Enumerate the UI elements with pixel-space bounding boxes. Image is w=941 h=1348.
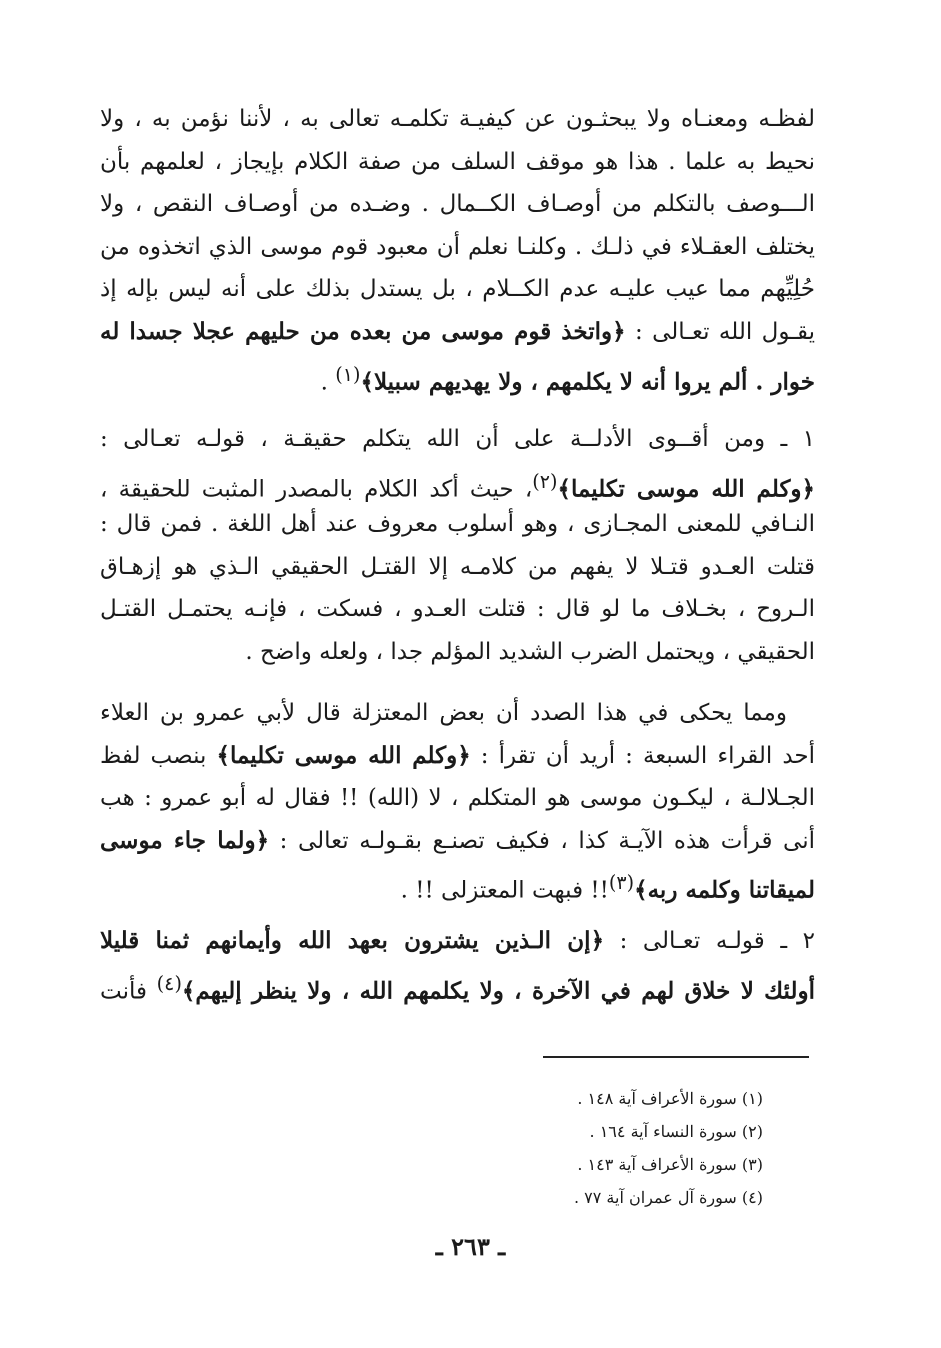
footnote-item: (١) سورة الأعراف آية ١٤٨ .	[577, 1089, 763, 1108]
text-span: يقـول الله تعـالى :	[625, 318, 815, 345]
footnote-item: (٣) سورة الأعراف آية ١٤٣ .	[577, 1155, 763, 1174]
text-line	[100, 820, 815, 863]
footnote-ref: (٣)	[608, 871, 635, 895]
paragraph-2	[100, 418, 815, 674]
text-line: ومما يحكى في هذا الصدد أن بعض المعتزلة قال لأبي عمرو بن العلاء	[100, 700, 787, 726]
text-span: أحد القراء السبعة : أريد أن تقرأ :	[470, 742, 815, 769]
text-span: فأنت	[100, 978, 157, 1005]
text-line: حُلِيِّهم مما عيب عليـه عدم الكــلام ، بل يستدل بذلك على أنه ليس بإله إذ	[100, 276, 815, 303]
footnote-ref: (٤)	[156, 971, 182, 995]
page-number: ـ ٢٦٣ ـ	[435, 1232, 506, 1261]
text-span: ، حيث أكد الكلام بالمصدر المثبت للحقيقة ،	[100, 476, 533, 503]
text-line	[100, 735, 815, 778]
quran-verse: لميقاتنا وكلمه ربه﴾	[634, 877, 815, 905]
text-line: ١ ـ ومن أقــوى الأدلــة على أن الله يتكلم حقيقـة ، قولـه تعـالى :	[100, 426, 815, 452]
text-span: .	[320, 369, 336, 396]
text-line: الجـلالـة ، ليكـون موسى هو المتكلم ، لا (الله) !! فقال له أبو عمرو : هب	[100, 785, 815, 812]
text-line: نحيط به علما . هذا هو موقف السلف من صفة الكلام بإيجاز ، لعلمهم بأن	[100, 148, 815, 175]
quran-verse: ﴿وكلم الله موسى تكليما﴾	[557, 475, 815, 503]
text-span: ٢ ـ قولـه تعـالى :	[604, 928, 815, 954]
footnote-item: (٤) سورة آل عمران آية ٧٧ .	[573, 1188, 763, 1207]
quran-verse: خوار . ألم يروا أنه لا يكلمهم ، ولا يهديهم سبيلا﴾	[360, 368, 815, 396]
text-line: لفظـه ومعنـاه ولا يبحثـون عن كيفيـة تكلمـه تعالى به ، لأننا نؤمن به ، ولا	[100, 106, 815, 132]
text-line: قتلت العـدو قتـلا لا يفهم من كلامـه إلا القتـل الحقيقي الـذي هو إزهـاق	[100, 553, 815, 580]
text-span: أنى قرأت هذه الآيـة كذا ، فكيف تصنـع بقـولـه تعالى :	[269, 827, 815, 854]
quran-verse: ﴿ولما جاء موسى	[100, 826, 270, 854]
text-line	[100, 354, 815, 397]
text-line	[100, 461, 815, 504]
text-line: يختلف العقـلاء في ذلـك . وكلنـا نعلم أن معبود قوم موسى الذي اتخذوه من	[100, 233, 815, 260]
footnotes	[574, 1082, 763, 1214]
footnote-item: (٢) سورة النساء آية ١٦٤ .	[589, 1122, 763, 1141]
text-span: !! فبهت المعتزلى !! .	[400, 878, 609, 905]
text-span: بنصب لفظ	[100, 742, 217, 769]
text-line	[100, 963, 815, 1006]
paragraph-3	[100, 692, 815, 905]
paragraph-4	[100, 920, 815, 1005]
footnote-ref: (٢)	[532, 469, 558, 493]
footnote-ref: (١)	[335, 362, 361, 386]
text-line: النـافي للمعنى المجـازى ، وهو أسلوب معروف عند أهل اللغة . فمن قال :	[100, 511, 815, 538]
paragraph-1	[100, 98, 815, 396]
text-line: الحقيقي ، ويحتمل الضرب الشديد المؤلم جدا ، ولعله واضح .	[245, 638, 815, 665]
text-line	[100, 920, 815, 963]
text-line: الـروح ، بخـلاف ما لو قال : قتلت العـدو ، فسكت ، فإنـه يحتمـل القتـل	[100, 596, 815, 623]
quran-verse: أولئك لا خلاق لهم في الآخرة ، ولا يكلمهم الله ، ولا ينظر إليهم﴾	[181, 977, 815, 1005]
text-line: الـــوصف بالتكلم من أوصـاف الكــمال . وضـده من أوصـاف النقص ، ولا	[100, 191, 815, 218]
footnote-separator	[543, 1056, 809, 1058]
text-line	[100, 862, 815, 905]
text-line	[100, 311, 815, 354]
quran-verse: ﴿واتخذ قوم موسى من بعده من حليهم عجلا جسدا له	[100, 317, 626, 345]
quran-verse: ﴿وكلم الله موسى تكليما﴾	[216, 741, 471, 769]
quran-verse: ﴿إن الـذين يشترون بعهد الله وأيمانهم ثمنا قليلا	[100, 927, 605, 954]
